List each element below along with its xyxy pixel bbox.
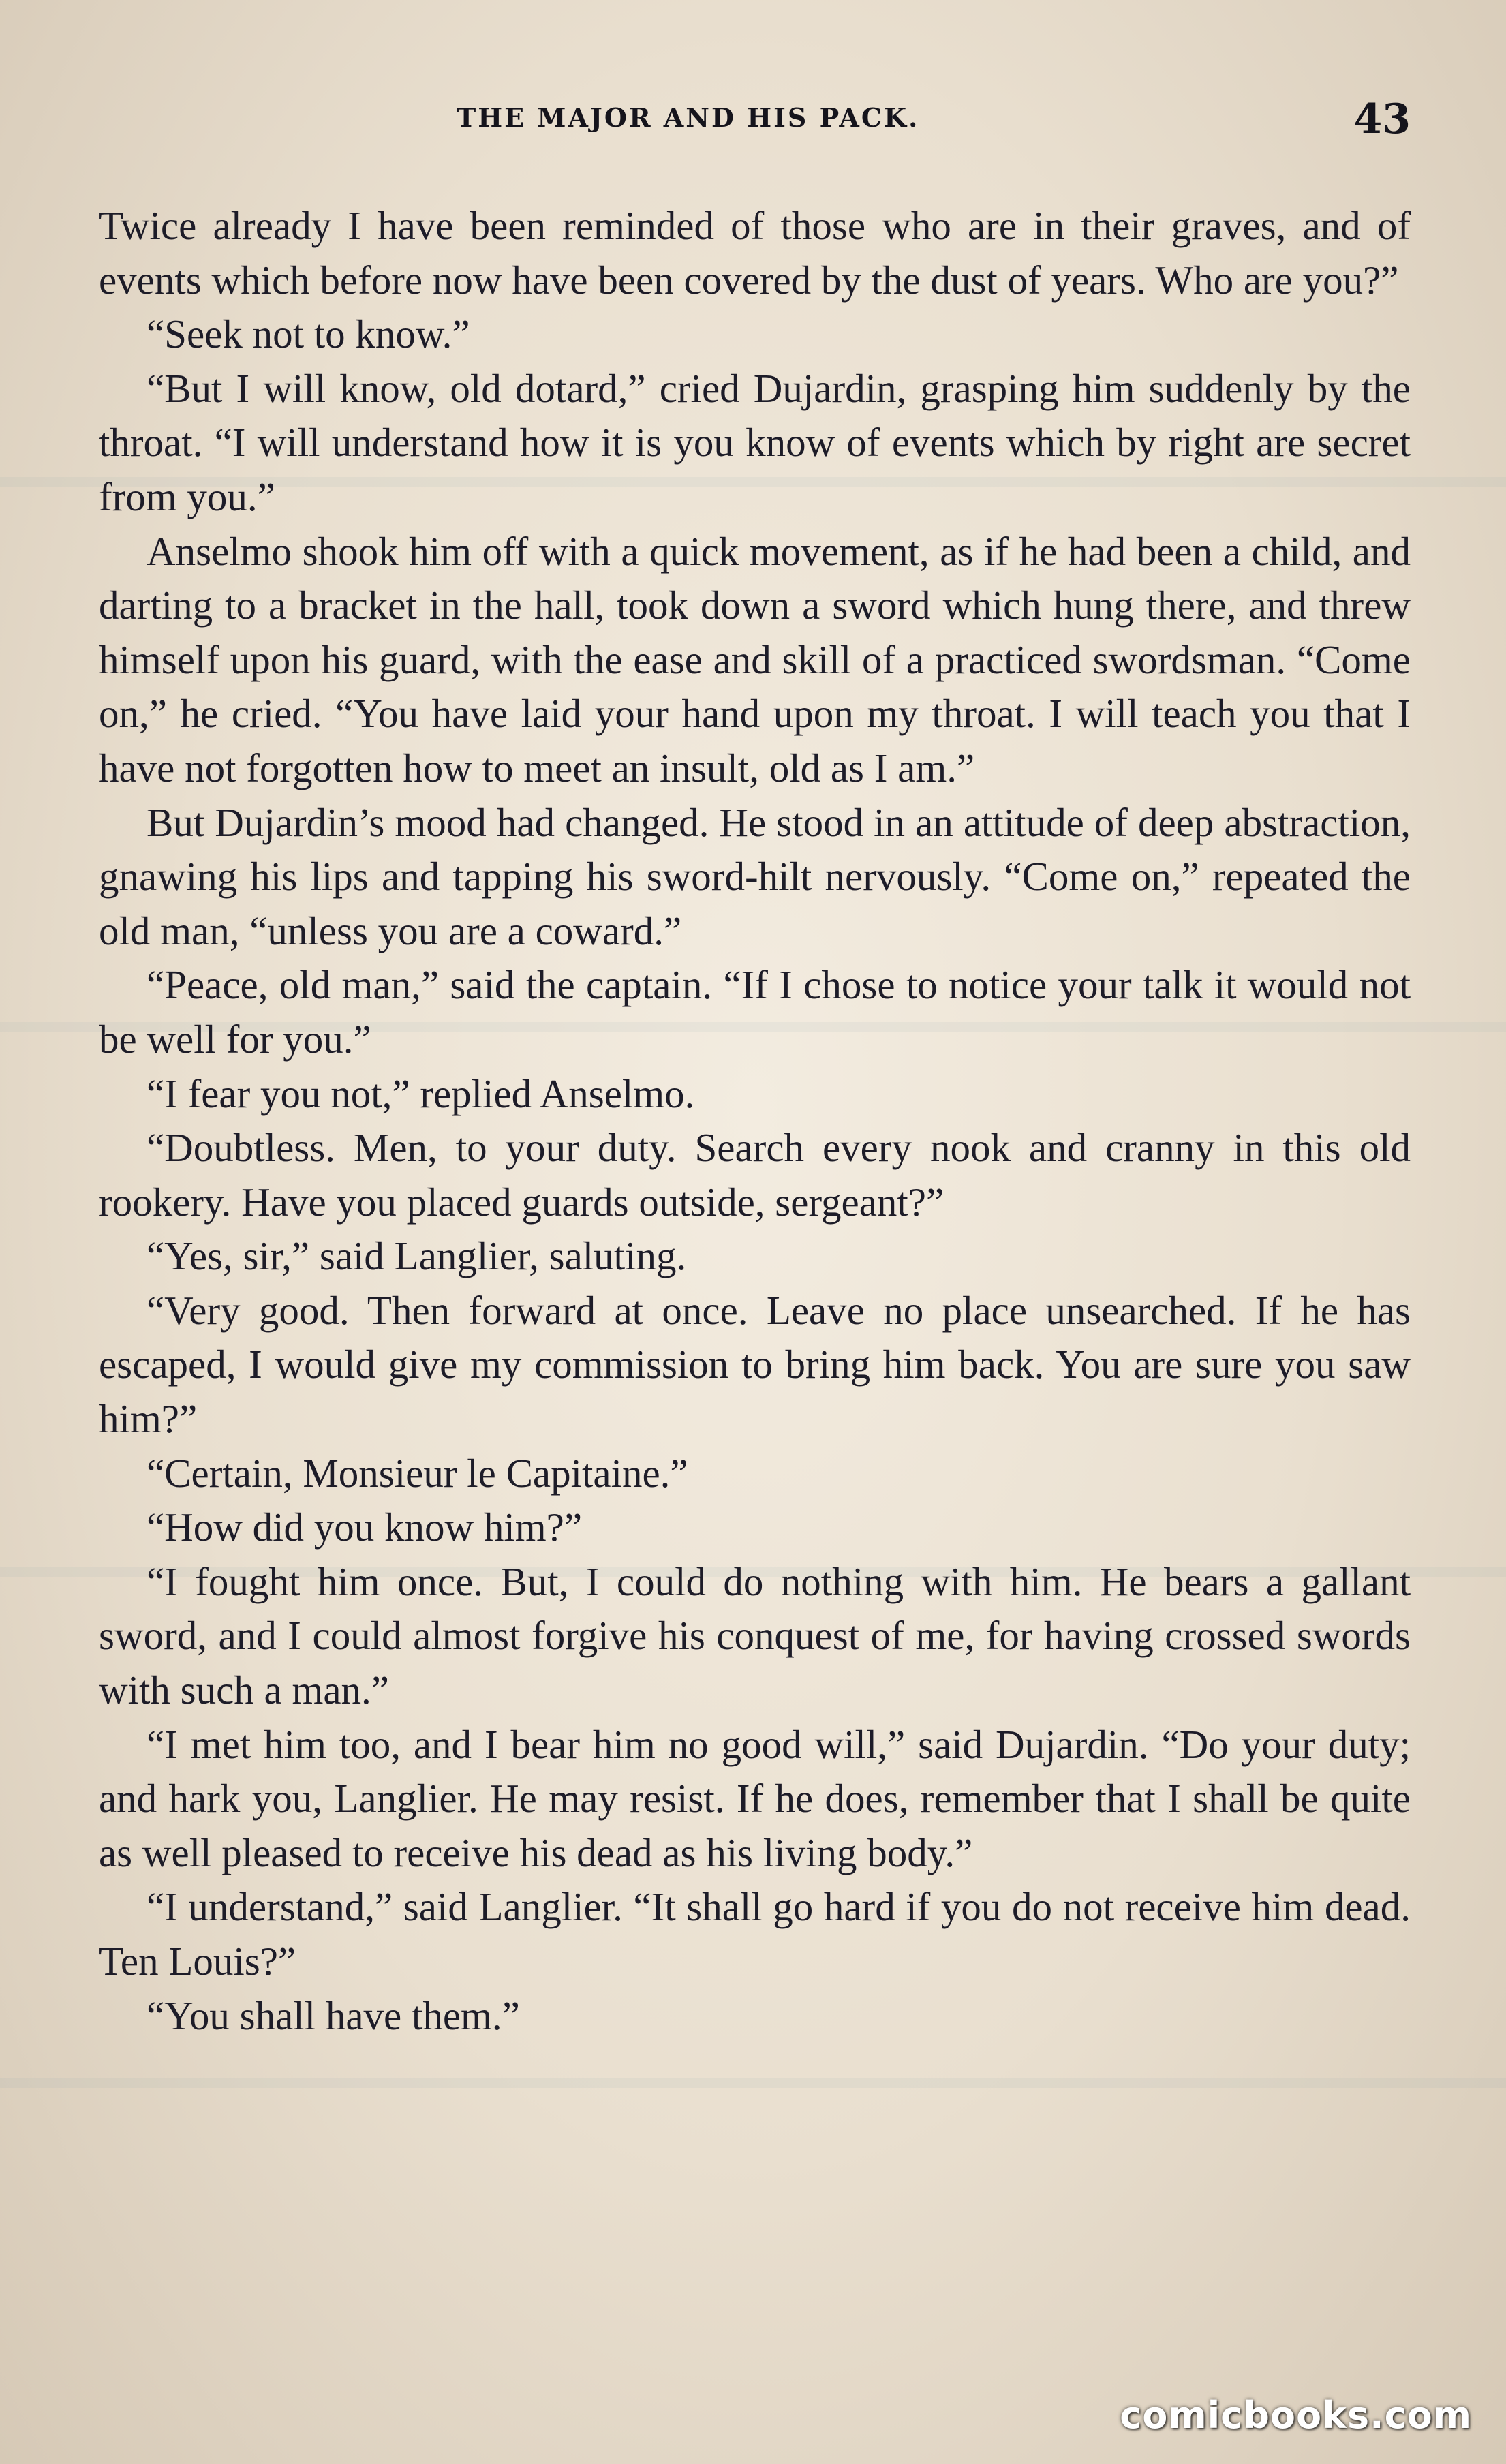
paragraph: Twice already I have been reminded of those who are in their graves, and of events which before now have been covered by the dust of years. Who are you?” bbox=[99, 203, 1411, 303]
paragraph: “Peace, old man,” said the captain. “If I chose to notice your talk it would not be well for you.” bbox=[99, 962, 1411, 1062]
paragraph: “Very good. Then forward at once. Leave no place unsearched. If he has escaped, I would give my commission to bring him back. You are sure you saw him?” bbox=[99, 1287, 1411, 1442]
running-head bbox=[102, 95, 1411, 150]
page-number: 43 bbox=[1353, 95, 1411, 143]
paragraph: But Dujardin’s mood had changed. He stood in an attitude of deep abstraction, gnawing his lips and tapping his sword-hilt nervously. “Come on,” repeated the old man, “unless you are a coward.” bbox=[99, 799, 1411, 953]
paragraph: “Yes, sir,” said Langlier, saluting. bbox=[147, 1233, 687, 1279]
paragraph: “You shall have them.” bbox=[147, 1992, 520, 2038]
paragraph: Anselmo shook him off with a quick movement, as if he had been a child, and darting to a bracket in the hall, took down a sword which hung there, and threw himself upon his guard, with the ease and skill of a practiced swordsman. “Come on,” he cried. “You have laid your hand upon my throat. I will teach you that I have not forgotten how to meet an insult, old as I am.” bbox=[99, 528, 1411, 790]
paragraph: “I met him too, and I bear him no good will,” said Dujardin. “Do your duty; and hark you, Langlier. He may resist. If he does, remember that I shall be quite as well pleased to receive his dead as his living body.” bbox=[99, 1721, 1411, 1875]
paragraph: “I understand,” said Langlier. “It shall go hard if you do not receive him dead. Ten Louis?” bbox=[99, 1884, 1411, 1984]
paragraph: “But I will know, old dotard,” cried Dujardin, grasping him suddenly by the throat. “I will understand how it is you know of events which by right are secret from you.” bbox=[99, 365, 1411, 519]
site-watermark: comicbooks.com bbox=[1120, 2394, 1472, 2437]
body-text bbox=[99, 199, 1411, 2043]
paragraph: “Doubtless. Men, to your duty. Search every nook and cranny in this old rookery. Have you placed guards outside, sergeant?” bbox=[99, 1125, 1411, 1225]
paragraph: “I fought him once. But, I could do nothing with him. He bears a gallant sword, and I could almost forgive his conquest of me, for having crossed swords with such a man.” bbox=[99, 1558, 1411, 1713]
paragraph: “How did you know him?” bbox=[147, 1505, 583, 1550]
paragraph: “Seek not to know.” bbox=[147, 311, 470, 357]
show-through-line bbox=[0, 2078, 1506, 2088]
paragraph: “I fear you not,” replied Anselmo. bbox=[147, 1071, 695, 1116]
paragraph: “Certain, Monsieur le Capitaine.” bbox=[147, 1450, 688, 1496]
running-title: THE MAJOR AND HIS PACK. bbox=[457, 102, 920, 133]
